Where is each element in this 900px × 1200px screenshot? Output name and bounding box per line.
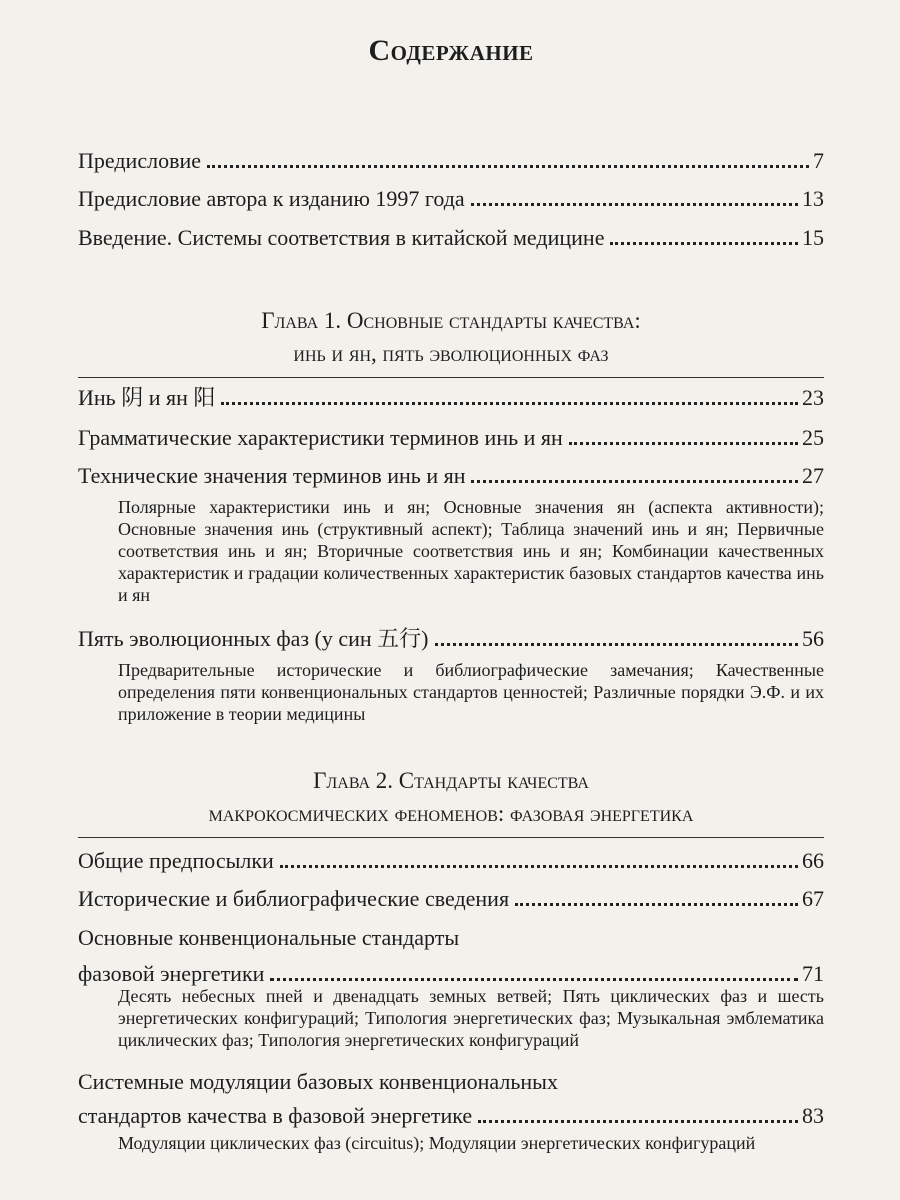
toc-entry-title: Предисловие автора к изданию 1997 года [78, 186, 465, 211]
toc-entry-title: Введение. Системы соответствия в китайской медицине [78, 225, 605, 250]
toc-entry-title: Пять эволюционных фаз (у син 五行) [78, 626, 429, 651]
chapter-heading-1 [78, 304, 824, 370]
leader-dots [207, 165, 809, 168]
toc-entry-title: Общие предпосылки [78, 848, 274, 873]
toc-entry[interactable] [78, 383, 824, 413]
toc-entry-title: Предисловие [78, 148, 201, 173]
toc-entry[interactable] [78, 223, 824, 253]
toc-entry-title-line: Основные конвенциональные стандарты [78, 925, 460, 950]
toc-entry-page: 67 [802, 886, 824, 911]
leader-dots [280, 865, 798, 868]
toc-entry-title: Технические значения терминов инь и ян [78, 463, 466, 488]
leader-dots [471, 480, 798, 483]
toc-entry[interactable] [78, 146, 824, 176]
toc-entry[interactable] [78, 1067, 824, 1131]
toc-entry[interactable] [78, 423, 824, 453]
toc-entry-page: 15 [802, 225, 824, 250]
toc-entry-title: Инь 阴 и ян 阳 [78, 385, 216, 410]
toc-entry-page: 71 [802, 961, 824, 986]
chapter-heading-2 [78, 764, 824, 830]
toc-entry-page: 7 [813, 148, 824, 173]
chapter-title-line: макрокосмических феноменов: фазовая энергетика [208, 801, 694, 826]
toc-entry-title: стандартов качества в фазовой энергетике [78, 1103, 473, 1128]
contents-page [78, 0, 824, 1200]
toc-entry[interactable] [78, 624, 824, 654]
toc-entry[interactable] [78, 461, 824, 491]
toc-entry-title-line: Системные модуляции базовых конвенциональных [78, 1069, 558, 1094]
toc-entry-page: 66 [802, 848, 824, 873]
leader-dots [221, 402, 798, 405]
toc-entry[interactable] [78, 846, 824, 876]
chapter-title-line: Глава 1. Основные стандарты качества: [261, 308, 641, 333]
leader-dots [478, 1120, 798, 1123]
toc-entry-description: Предварительные исторические и библиографические замечания; Качественные определения пяти конвенциональных стандартов ценностей; Различные порядки Э.Ф. и их приложение в теории медицины [118, 660, 824, 724]
toc-entry-page: 56 [802, 626, 824, 651]
toc-entry[interactable] [78, 923, 824, 989]
toc-entry-page: 13 [802, 186, 824, 211]
toc-entry-description: Десять небесных пней и двенадцать земных ветвей; Пять циклических фаз и шесть энергетических конфигураций; Типология энергетических фаз; Музыкальная эмблематика циклических фаз; Типология энергетических конфигураций [118, 986, 824, 1050]
leader-dots [610, 242, 798, 245]
toc-entry-page: 83 [802, 1103, 824, 1128]
chapter-title-line: инь и ян, пять эволюционных фаз [293, 341, 609, 366]
toc-entry[interactable] [78, 884, 824, 914]
toc-entry-description: Модуляции циклических фаз (circuitus); Модуляции энергетических конфигураций [118, 1133, 756, 1153]
leader-dots [569, 442, 798, 445]
divider [78, 837, 824, 838]
toc-entry-page: 27 [802, 463, 824, 488]
toc-entry[interactable] [78, 184, 824, 214]
leader-dots [435, 643, 798, 646]
toc-entry-title: Исторические и библиографические сведения [78, 886, 510, 911]
chapter-title-line: Глава 2. Стандарты качества [313, 768, 589, 793]
toc-entry-title: фазовой энергетики [78, 961, 265, 986]
leader-dots [270, 978, 798, 981]
toc-entry-title: Грамматические характеристики терминов инь и ян [78, 425, 563, 450]
leader-dots [515, 903, 798, 906]
toc-entry-page: 25 [802, 425, 824, 450]
leader-dots [471, 203, 798, 206]
divider [78, 377, 824, 378]
page-title: Содержание [368, 34, 534, 67]
toc-entry-page: 23 [802, 385, 824, 410]
toc-entry-description: Полярные характеристики инь и ян; Основные значения ян (аспекта активности); Основные значения инь (структивный аспект); Таблица значений инь и ян; Первичные соответствия инь и ян; Вторичные соответствия инь и ян; Комбинации качественных характеристик и градации количественных характеристик базовых стандартов качества инь и ян [118, 497, 824, 605]
